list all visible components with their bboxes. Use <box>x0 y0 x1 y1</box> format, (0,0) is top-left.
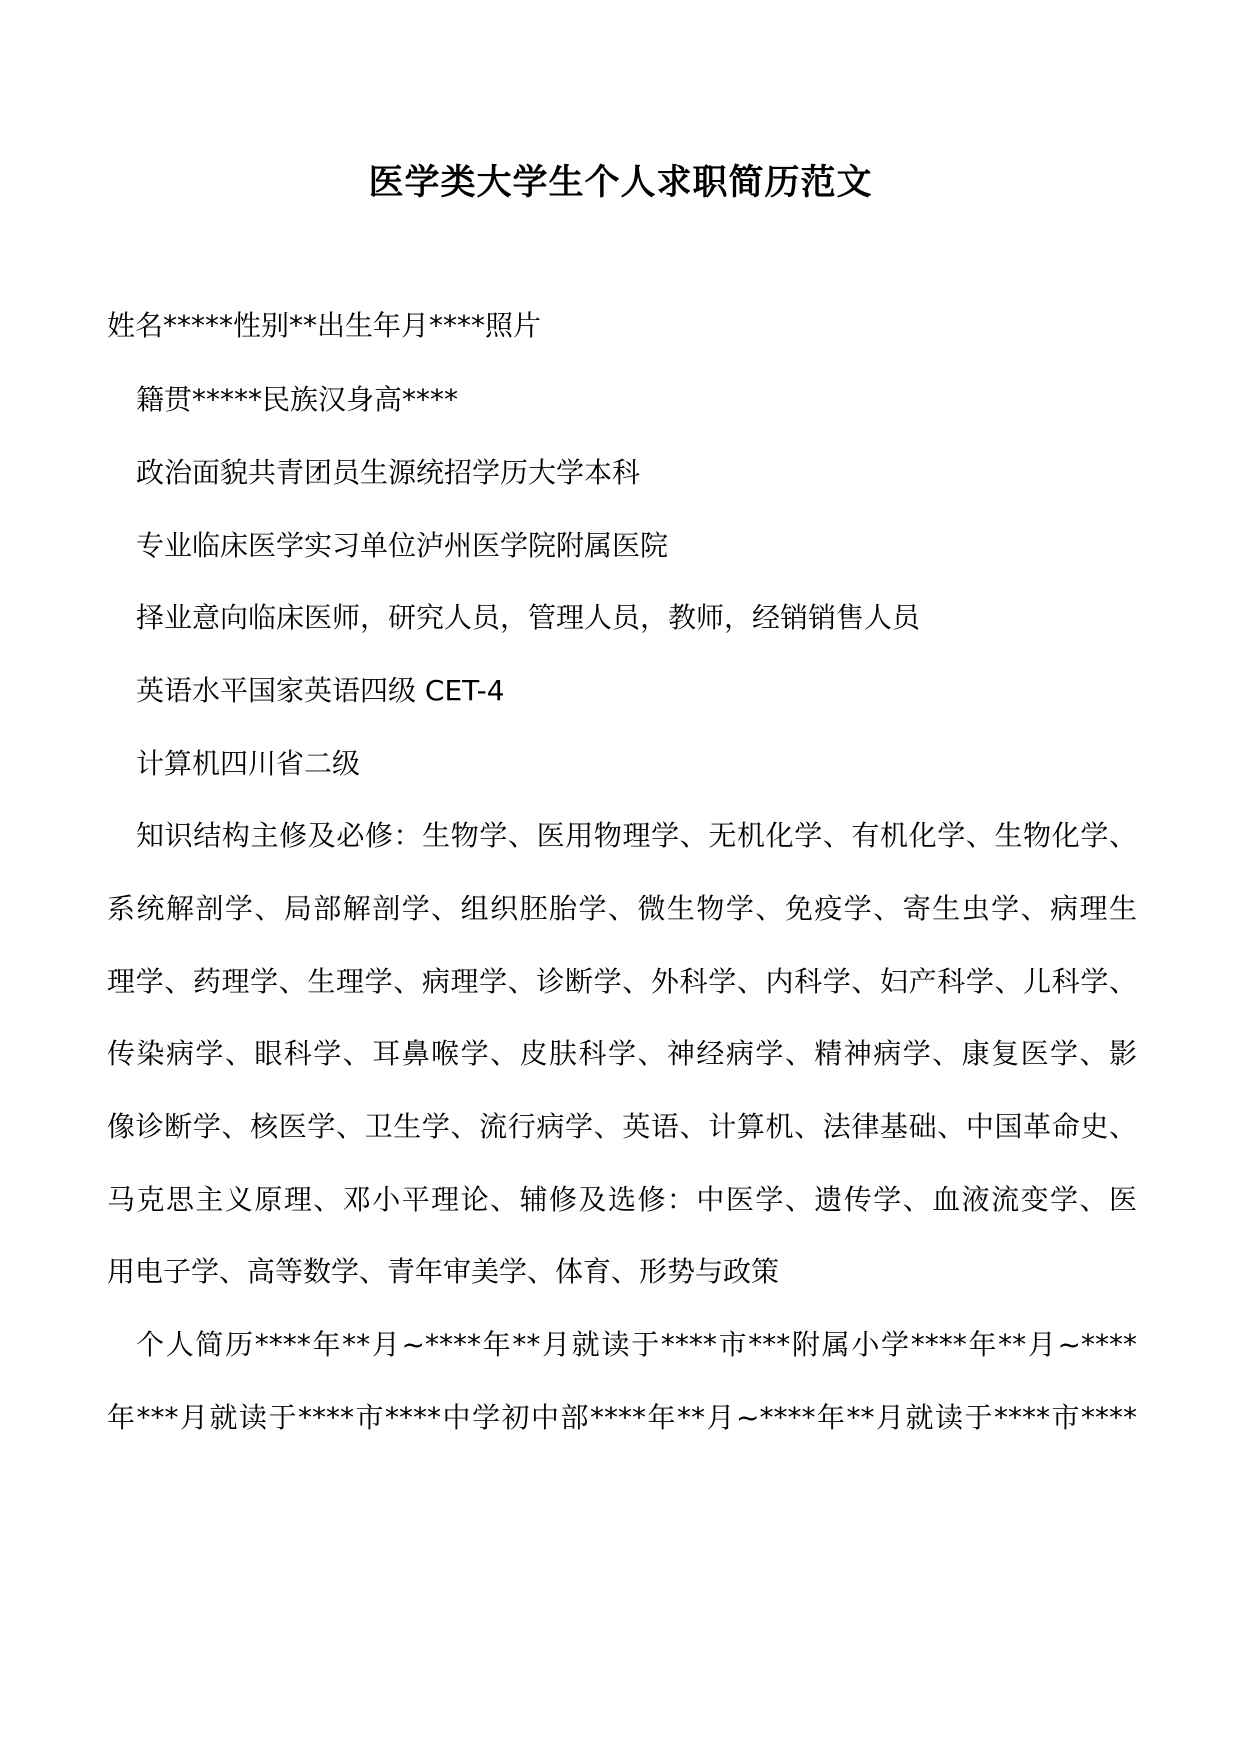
text-line-knowledge-1: 知识结构主修及必修：生物学、医用物理学、无机化学、有机化学、生物化学、 <box>136 819 1137 852</box>
text-line-knowledge-6: 马克思主义原理、邓小平理论、辅修及选修：中医学、遗传学、血液流变学、医 <box>107 1183 1137 1216</box>
text-line-resume-1: 个人简历****年**月~****年**月就读于****市***附属小学****年**月~**** <box>136 1328 1137 1361</box>
text-line-career-intention: 择业意向临床医师，研究人员，管理人员，教师，经销销售人员 <box>136 601 921 634</box>
document-title: 医学类大学生个人求职简历范文 <box>368 162 873 203</box>
text-line-knowledge-5: 像诊断学、核医学、卫生学、流行病学、英语、计算机、法律基础、中国革命史、 <box>107 1110 1137 1143</box>
text-line-resume-2: 年***月就读于****市****中学初中部****年**月~****年**月就读于****市**** <box>107 1401 1137 1434</box>
text-line-origin-ethnicity-height: 籍贯*****民族汉身高**** <box>136 383 459 416</box>
text-line-knowledge-2: 系统解剖学、局部解剖学、组织胚胎学、微生物学、免疫学、寄生虫学、病理生 <box>107 892 1137 925</box>
text-line-computer-level: 计算机四川省二级 <box>136 747 361 780</box>
text-line-knowledge-3: 理学、药理学、生理学、病理学、诊断学、外科学、内科学、妇产科学、儿科学、 <box>107 965 1137 998</box>
text-line-knowledge-4: 传染病学、眼科学、耳鼻喉学、皮肤科学、神经病学、精神病学、康复医学、影 <box>107 1037 1137 1070</box>
text-line-english-level: 英语水平国家英语四级 CET-4 <box>136 674 505 707</box>
text-line-major-internship: 专业临床医学实习单位泸州医学院附属医院 <box>136 529 669 562</box>
text-line-knowledge-7: 用电子学、高等数学、青年审美学、体育、形势与政策 <box>107 1255 780 1288</box>
text-line-political-education: 政治面貌共青团员生源统招学历大学本科 <box>136 456 641 489</box>
text-line-name-gender-birth: 姓名*****性别**出生年月****照片 <box>107 309 542 342</box>
